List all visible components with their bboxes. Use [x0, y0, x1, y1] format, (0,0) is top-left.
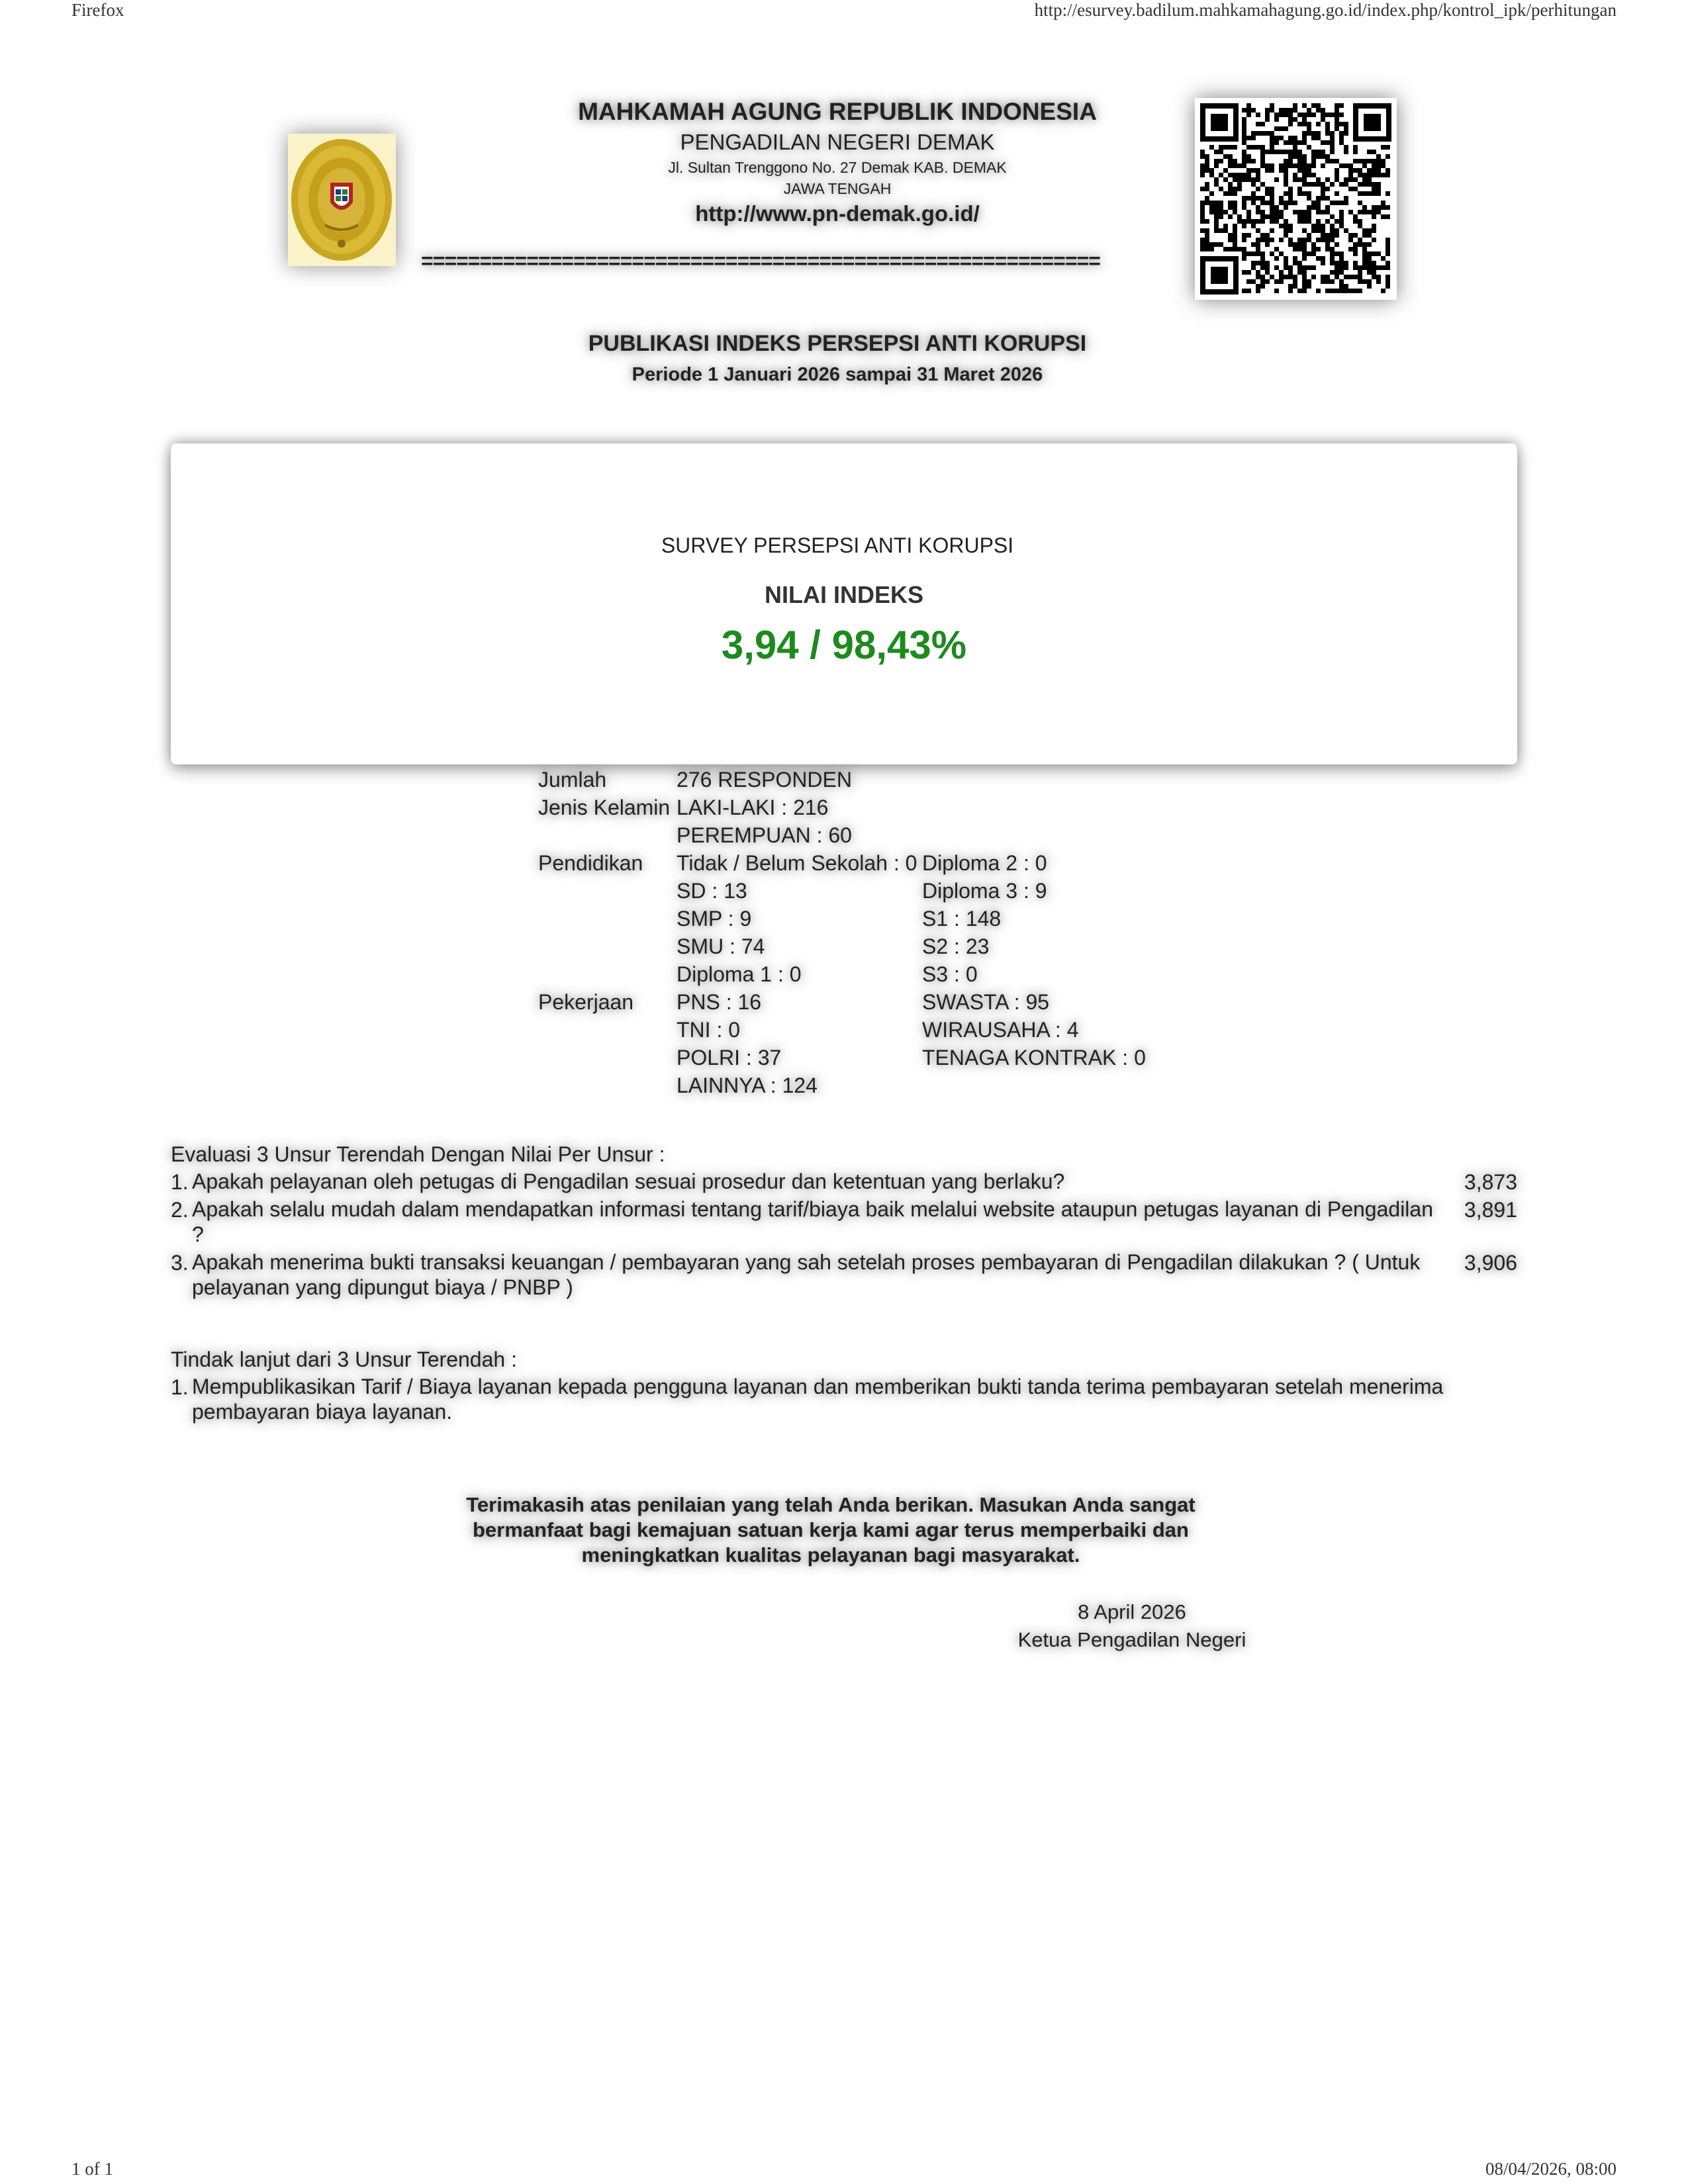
- print-datetime: 08/04/2026, 08:00: [1485, 2159, 1617, 2179]
- institution-name: MAHKAMAH AGUNG REPUBLIK INDONESIA: [578, 98, 1097, 125]
- jumlah-label: Jumlah: [538, 768, 607, 792]
- education-label: Pendidikan: [538, 851, 643, 875]
- qr-code-icon: [1195, 98, 1397, 300]
- closing-line-2: bermanfaat bagi kemajuan satuan kerja kami agar terus memperbaiki dan: [473, 1518, 1189, 1541]
- jumlah-value: 276 RESPONDEN: [677, 768, 852, 792]
- education-item: S1 : 148: [922, 907, 1002, 931]
- print-app-name: Firefox: [71, 0, 124, 20]
- evaluation-item-text: Apakah selalu mudah dalam mendapatkan informasi tentang tarif/biaya baik melalui website ataupun petugas layanan di Pengadilan ?: [192, 1197, 1433, 1246]
- closing-signatory: Ketua Pengadilan Negeri: [1017, 1628, 1246, 1651]
- education-item: Diploma 3 : 9: [922, 879, 1047, 903]
- job-item: POLRI : 37: [677, 1046, 782, 1069]
- court-website[interactable]: http://www.pn-demak.go.id/: [695, 201, 980, 226]
- job-item: TENAGA KONTRAK : 0: [922, 1046, 1146, 1069]
- job-item: LAINNYA : 124: [677, 1073, 818, 1097]
- publication-period: Periode 1 Januari 2026 sampai 31 Maret 2026: [632, 364, 1043, 385]
- education-item: S3 : 0: [922, 962, 978, 986]
- evaluation-item-score: 3,906: [1464, 1251, 1517, 1275]
- job-item: TNI : 0: [677, 1018, 741, 1042]
- court-name: PENGADILAN NEGERI DEMAK: [680, 130, 995, 154]
- evaluation-heading: Evaluasi 3 Unsur Terendah Dengan Nilai Per Unsur :: [171, 1142, 665, 1166]
- closing-date: 8 April 2026: [1078, 1600, 1186, 1623]
- followup-item-number: 1.: [171, 1375, 189, 1399]
- evaluation-item-text: Apakah menerima bukti transaksi keuangan / pembayaran yang sah setelah proses pembayaran di Pengadilan dilakukan ? ( Untuk pelayanan yang dipungut biaya / PNBP ): [192, 1250, 1421, 1299]
- job-label: Pekerjaan: [538, 990, 634, 1014]
- followup-item-text: Mempublikasikan Tarif / Biaya layanan kepada pengguna layanan dan memberikan bukti tanda terima pembayaran setelah menerima pembayaran biaya layanan.: [192, 1375, 1444, 1424]
- survey-name: SURVEY PERSEPSI ANTI KORUPSI: [661, 533, 1014, 557]
- evaluation-item-score: 3,891: [1464, 1198, 1517, 1222]
- followup-heading: Tindak lanjut dari 3 Unsur Terendah :: [171, 1347, 517, 1371]
- education-item: Tidak / Belum Sekolah : 0: [677, 851, 917, 875]
- publication-title: PUBLIKASI INDEKS PERSEPSI ANTI KORUPSI: [588, 331, 1087, 356]
- gender-label: Jenis Kelamin: [538, 796, 671, 819]
- gender-female: PEREMPUAN : 60: [677, 823, 852, 847]
- closing-line-1: Terimakasih atas penilaian yang telah Anda berikan. Masukan Anda sangat: [466, 1493, 1196, 1516]
- gender-male: LAKI-LAKI : 216: [677, 796, 829, 819]
- education-item: SMU : 74: [677, 934, 765, 958]
- court-province: JAWA TENGAH: [783, 180, 892, 197]
- job-item: PNS : 16: [677, 990, 762, 1014]
- education-item: SMP : 9: [677, 907, 752, 931]
- evaluation-item-text: Apakah pelayanan oleh petugas di Pengadilan sesuai prosedur dan ketentuan yang berlaku?: [192, 1169, 1065, 1193]
- evaluation-item-number: 3.: [171, 1251, 189, 1275]
- print-url: http://esurvey.badilum.mahkamahagung.go.id/index.php/kontrol_ipk/perhitungan: [1034, 0, 1617, 20]
- court-address: Jl. Sultan Trenggono No. 27 Demak KAB. DEMAK: [668, 159, 1007, 176]
- closing-line-3: meningkatkan kualitas pelayanan bagi masyarakat.: [581, 1543, 1080, 1567]
- evaluation-item-number: 2.: [171, 1198, 189, 1222]
- education-item: Diploma 2 : 0: [922, 851, 1047, 875]
- education-item: Diploma 1 : 0: [677, 962, 802, 986]
- index-value: 3,94 / 98,43%: [721, 623, 967, 667]
- qr-code: [1195, 98, 1397, 300]
- job-item: SWASTA : 95: [922, 990, 1050, 1014]
- letterhead-separator: ==========================================================: [421, 249, 1100, 273]
- education-item: SD : 13: [677, 879, 747, 903]
- education-item: S2 : 23: [922, 934, 990, 958]
- evaluation-item-number: 1.: [171, 1170, 189, 1194]
- evaluation-item-score: 3,873: [1464, 1170, 1517, 1194]
- print-page-count: 1 of 1: [71, 2159, 113, 2179]
- job-item: WIRAUSAHA : 4: [922, 1018, 1079, 1042]
- index-label: NILAI INDEKS: [764, 581, 923, 608]
